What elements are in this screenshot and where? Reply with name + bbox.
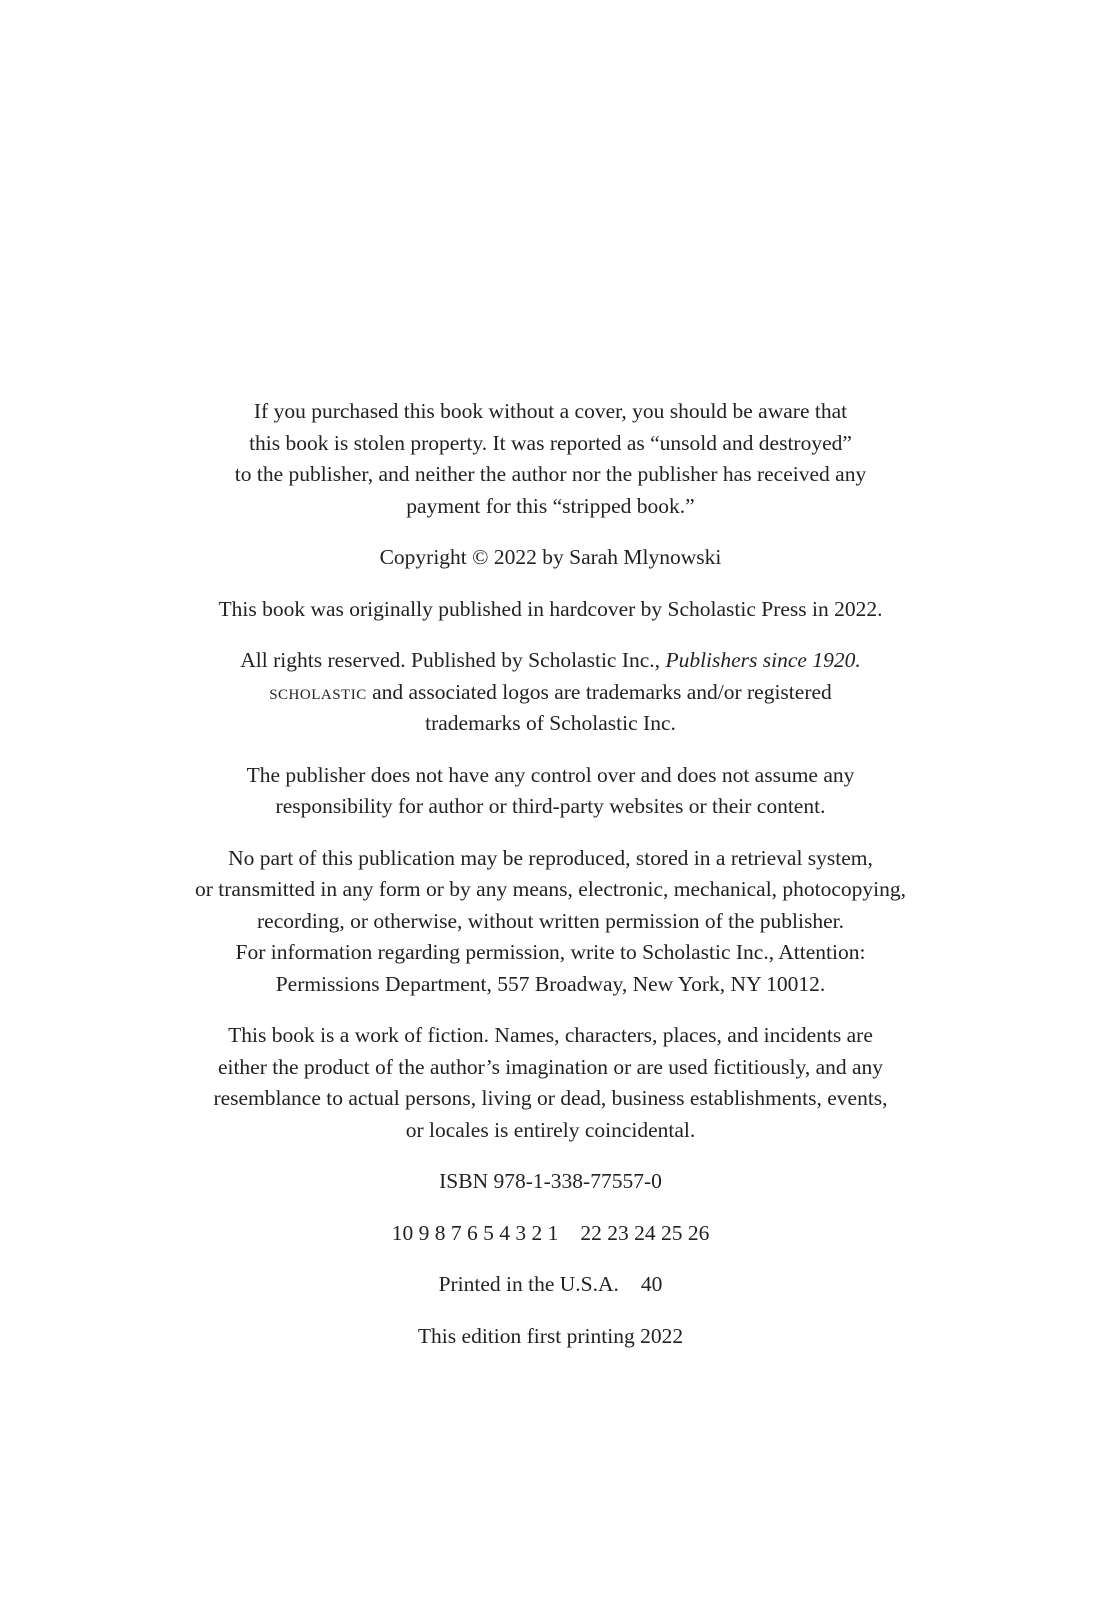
permissions-line-1: No part of this publication may be reproduced, stored in a retrieval system,: [228, 845, 873, 870]
permissions-line-3: recording, or otherwise, without written permission of the publisher.: [257, 908, 844, 933]
permissions-line-2: or transmitted in any form or by any means, electronic, mechanical, photocopying,: [194, 877, 907, 901]
rights-line-1: [0, 645, 1101, 677]
responsibility-line-1: The publisher does not have any control over and does not assume any: [246, 762, 855, 787]
stolen-notice-line-4: payment for this “stripped book.”: [406, 493, 695, 518]
stolen-notice-line-1: If you purchased this book without a cover, you should be aware that: [253, 399, 848, 423]
fiction-line-4: or locales is entirely coincidental.: [405, 1117, 696, 1142]
stolen-notice-line-3: to the publisher, and neither the author nor the publisher has received any: [234, 462, 867, 486]
permissions-notice: [0, 843, 1101, 1001]
rights-line-2-text: and associated logos are trademarks and/or registered: [366, 679, 832, 704]
copyright-line: Copyright © 2022 by Sarah Mlynowski: [379, 545, 722, 569]
printed-in-country: Printed in the U.S.A.: [438, 1272, 619, 1296]
stolen-notice-line-2: this book is stolen property. It was reported as “unsold and destroyed”: [249, 430, 852, 455]
permissions-line-4: For information regarding permission, write to Scholastic Inc., Attention:: [235, 940, 866, 964]
edition-notice: [0, 1321, 1101, 1353]
publishers-since-text: Publishers since 1920.: [665, 648, 861, 672]
responsibility-line-2: responsibility for author or third-party websites or their content.: [275, 794, 826, 818]
scholastic-trademark: scholastic: [269, 679, 367, 704]
printed-in-row: [0, 1269, 1101, 1301]
rights-line-1-text: All rights reserved. Published by Scholastic Inc.,: [240, 648, 666, 672]
printing-number-row: [0, 1218, 1101, 1250]
copyright-notice: [0, 542, 1101, 574]
rights-line-2: [0, 677, 1101, 709]
fiction-line-1: This book is a work of fiction. Names, characters, places, and incidents are: [228, 1023, 873, 1047]
year-numbers: 22 23 24 25 26: [580, 1220, 710, 1245]
stolen-book-notice: [0, 396, 1101, 522]
fiction-line-2: either the product of the author’s imagination or are used fictitiously, and any: [217, 1054, 884, 1079]
fiction-line-3: resemblance to actual persons, living or dead, business establishments, events,: [213, 1086, 888, 1110]
permissions-line-5: Permissions Department, 557 Broadway, New York, NY 10012.: [275, 971, 826, 996]
impression-numbers: 10 9 8 7 6 5 4 3 2 1: [391, 1220, 559, 1245]
printed-in-line: [0, 1269, 1101, 1301]
printing-number-line: [0, 1218, 1101, 1250]
isbn-block: [0, 1166, 1101, 1198]
rights-notice: [0, 645, 1101, 740]
rights-line-3: trademarks of Scholastic Inc.: [425, 711, 676, 735]
original-publication-notice: [0, 594, 1101, 626]
isbn-line: ISBN 978-1-338-77557-0: [439, 1169, 662, 1193]
original-publication-line: This book was originally published in hardcover by Scholastic Press in 2022.: [218, 596, 883, 621]
responsibility-notice: [0, 760, 1101, 823]
copyright-text-block: [0, 396, 1101, 1372]
printer-code: 40: [640, 1272, 663, 1296]
fiction-disclaimer: [0, 1020, 1101, 1146]
edition-line: This edition first printing 2022: [417, 1323, 684, 1348]
